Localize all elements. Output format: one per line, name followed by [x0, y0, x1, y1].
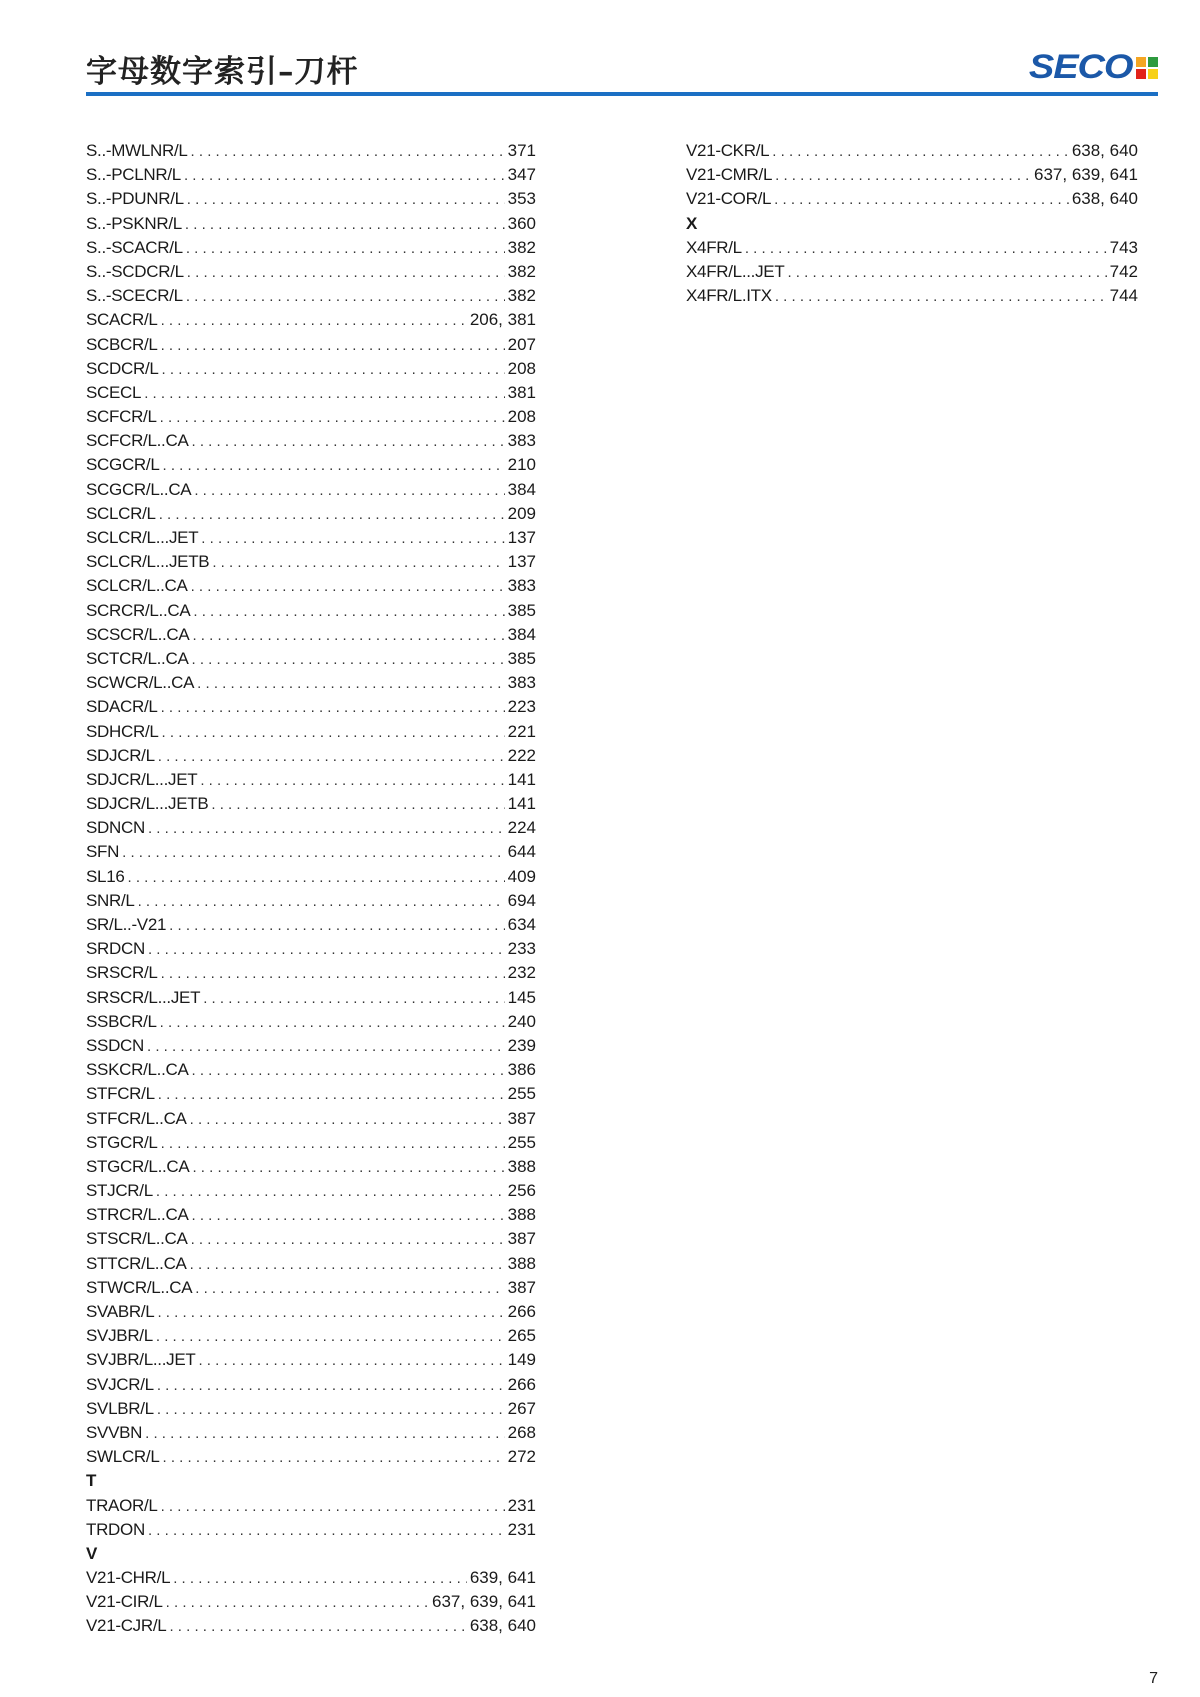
entry-code: SCLCR/L...JETB [86, 552, 210, 572]
index-entry [86, 236, 536, 260]
index-entry [86, 1494, 536, 1518]
index-entry [86, 913, 536, 937]
dot-leader [187, 188, 505, 212]
entry-code: STGCR/L [86, 1132, 158, 1152]
index-entry [86, 1179, 536, 1203]
entry-code: TRDON [86, 1519, 145, 1539]
dot-leader [144, 382, 504, 406]
dot-leader [162, 721, 505, 745]
dot-leader [775, 164, 1031, 188]
index-entry [86, 937, 536, 961]
index-entry [86, 865, 536, 889]
entry-code: SVJBR/L...JET [86, 1350, 196, 1370]
entry-page: 232 [507, 963, 536, 983]
dot-leader [745, 237, 1107, 261]
index-entry [86, 720, 536, 744]
entry-code: SL16 [86, 866, 125, 886]
entry-code: SNR/L [86, 890, 135, 910]
entry-page: 239 [507, 1035, 536, 1055]
entry-code: SCECL [86, 382, 142, 402]
entry-page: 265 [507, 1326, 536, 1346]
index-entry [86, 1155, 536, 1179]
index-entry [686, 163, 1138, 187]
dot-leader [161, 962, 505, 986]
entry-code: SCACR/L [86, 310, 158, 330]
entry-page: 385 [507, 648, 536, 668]
dot-leader [148, 938, 505, 962]
index-entry [86, 381, 536, 405]
entry-page: 384 [507, 624, 536, 644]
entry-page: 388 [507, 1156, 536, 1176]
dot-leader [194, 479, 504, 503]
entry-page: 383 [507, 431, 536, 451]
entry-code: SDJCR/L...JETB [86, 794, 209, 814]
index-entry [86, 574, 536, 598]
entry-code: X4FR/L.ITX [686, 286, 772, 306]
entry-page: 208 [507, 358, 536, 378]
dot-leader [203, 987, 504, 1011]
dot-leader [169, 1615, 466, 1639]
entry-code: SCDCR/L [86, 358, 159, 378]
entry-page: 638, 640 [1071, 189, 1138, 209]
entry-page: 210 [507, 455, 536, 475]
entry-code: SCWCR/L..CA [86, 673, 195, 693]
dot-leader [191, 575, 505, 599]
entry-page: 141 [507, 769, 536, 789]
dot-leader [148, 817, 505, 841]
index-entry [86, 1300, 536, 1324]
index-entry [86, 986, 536, 1010]
entry-code: SDJCR/L...JET [86, 769, 198, 789]
dot-leader [157, 1374, 505, 1398]
index-entry [86, 1252, 536, 1276]
dot-leader [162, 454, 504, 478]
entry-page: 255 [507, 1132, 536, 1152]
entry-code: V21-COR/L [686, 189, 772, 209]
index-column-left [86, 139, 536, 1639]
dot-leader [212, 551, 504, 575]
entry-page: 231 [507, 1519, 536, 1539]
dot-leader [787, 261, 1106, 285]
dot-leader [160, 1011, 505, 1035]
dot-leader [159, 503, 505, 527]
entry-code: X4FR/L [686, 237, 742, 257]
entry-code: V21-CKR/L [686, 141, 770, 160]
entry-code: SSKCR/L..CA [86, 1060, 189, 1080]
entry-code: SFN [86, 842, 120, 862]
index-entry [86, 260, 536, 284]
entry-page: 353 [507, 189, 536, 209]
entry-code: V21-CMR/L [686, 165, 773, 185]
entry-page: 638, 640 [469, 1616, 536, 1636]
dot-leader [156, 1325, 505, 1349]
index-entry [86, 647, 536, 671]
entry-page: 256 [507, 1181, 536, 1201]
entry-code: SCGCR/L..CA [86, 479, 192, 499]
index-entry [86, 550, 536, 574]
entry-page: 387 [507, 1277, 536, 1297]
entry-code: SSDCN [86, 1035, 145, 1055]
header-rule [86, 92, 1158, 96]
entry-code: SVJBR/L [86, 1326, 153, 1346]
entry-page: 224 [507, 818, 536, 838]
entry-page: 383 [507, 673, 536, 693]
index-entry [86, 1203, 536, 1227]
entry-code: SCRCR/L..CA [86, 600, 191, 620]
dot-leader [192, 430, 505, 454]
dot-leader [192, 624, 504, 648]
entry-page: 240 [507, 1011, 536, 1031]
entry-code: S..-PSKNR/L [86, 213, 182, 233]
index-entry [86, 1566, 536, 1590]
entry-code: SWLCR/L [86, 1447, 160, 1467]
dot-leader [184, 164, 505, 188]
entry-code: SRSCR/L [86, 963, 158, 983]
entry-page: 382 [507, 286, 536, 306]
entry-code: SCFCR/L..CA [86, 431, 189, 451]
entry-page: 371 [507, 141, 536, 160]
index-entry [86, 429, 536, 453]
entry-code: SVJCR/L [86, 1374, 154, 1394]
entry-page: 388 [507, 1253, 536, 1273]
dot-leader [128, 866, 505, 890]
entry-code: SR/L..-V21 [86, 915, 167, 934]
dot-leader [157, 1301, 504, 1325]
entry-page: 137 [507, 552, 536, 572]
entry-page: 268 [507, 1422, 536, 1442]
entry-page: 388 [507, 1205, 536, 1225]
dot-leader [211, 793, 504, 817]
page-header [86, 40, 1158, 98]
dot-leader [160, 406, 505, 430]
dot-leader [158, 1083, 505, 1107]
entry-page: 634 [507, 915, 536, 934]
dot-leader [173, 1567, 467, 1591]
dot-leader [186, 285, 505, 309]
entry-code: SVABR/L [86, 1302, 155, 1321]
index-entry [86, 1518, 536, 1542]
index-entry [86, 599, 536, 623]
entry-code: S..-PDUNR/L [86, 189, 184, 209]
index-entry [86, 1397, 536, 1421]
entry-page: 383 [507, 576, 536, 596]
index-entry [86, 1058, 536, 1082]
entry-page: 694 [507, 890, 536, 910]
index-entry [86, 840, 536, 864]
entry-code: S..-PCLNR/L [86, 165, 181, 185]
index-entry [86, 333, 536, 357]
dot-leader [185, 213, 505, 237]
index-entry [686, 187, 1138, 211]
entry-code: SSBCR/L [86, 1011, 157, 1031]
entry-code: SCGCR/L [86, 455, 160, 475]
entry-code: SRSCR/L...JET [86, 987, 201, 1007]
dot-leader [166, 1591, 429, 1615]
entry-page: 145 [507, 987, 536, 1007]
entry-page: 221 [507, 721, 536, 741]
dot-leader [145, 1422, 504, 1446]
dot-leader [192, 1156, 504, 1180]
entry-page: 137 [507, 528, 536, 547]
entry-code: TRAOR/L [86, 1495, 158, 1515]
entry-page: 743 [1109, 237, 1138, 257]
index-entry [86, 139, 536, 163]
entry-code: SCTCR/L..CA [86, 648, 189, 668]
entry-code: SCLCR/L...JET [86, 528, 199, 547]
dot-leader [156, 1180, 505, 1204]
index-entry [86, 1034, 536, 1058]
dot-leader [162, 358, 505, 382]
dot-leader [190, 1253, 505, 1277]
dot-leader [192, 1204, 505, 1228]
entry-page: 644 [507, 842, 536, 862]
index-entry [86, 792, 536, 816]
dot-leader [186, 237, 505, 261]
entry-code: SCLCR/L [86, 503, 156, 523]
entry-page: 637, 639, 641 [1034, 165, 1138, 185]
index-entry [86, 357, 536, 381]
entry-code: SCLCR/L..CA [86, 576, 188, 596]
dot-leader [775, 285, 1107, 309]
index-entry [86, 768, 536, 792]
index-entry [86, 1421, 536, 1445]
dot-leader [161, 696, 505, 720]
entry-code: S..-SCACR/L [86, 237, 183, 257]
dot-leader [169, 914, 504, 938]
index-entry [86, 889, 536, 913]
index-entry [86, 308, 536, 332]
index-entry [86, 671, 536, 695]
entry-page: 386 [507, 1060, 536, 1080]
entry-code: SCFCR/L [86, 407, 157, 427]
entry-code: SRDCN [86, 939, 145, 959]
index-entry [86, 1324, 536, 1348]
entry-page: 209 [507, 503, 536, 523]
entry-page: 639, 641 [469, 1568, 536, 1588]
dot-leader [201, 527, 504, 551]
index-entry [86, 695, 536, 719]
entry-code: SDACR/L [86, 697, 158, 717]
index-letter-heading: X [686, 213, 698, 233]
index-entry [86, 405, 536, 429]
dot-leader [161, 1495, 505, 1519]
entry-code: SDJCR/L [86, 745, 155, 765]
index-entry [686, 139, 1138, 163]
index-entry [86, 502, 536, 526]
index-entry [86, 1107, 536, 1131]
entry-page: 266 [507, 1302, 536, 1321]
index-entry [86, 1131, 536, 1155]
index-entry [86, 284, 536, 308]
entry-code: X4FR/L...JET [686, 261, 785, 281]
index-entry [86, 1227, 536, 1251]
index-entry [686, 236, 1138, 260]
dot-leader [195, 1277, 504, 1301]
entry-page: 223 [507, 697, 536, 717]
entry-code: STFCR/L [86, 1084, 155, 1104]
entry-code: STTCR/L..CA [86, 1253, 187, 1273]
page-number: 7 [1149, 1670, 1158, 1687]
dot-leader [147, 1035, 505, 1059]
entry-code: S..-MWLNR/L [86, 141, 188, 160]
logo-text: SECO [1028, 48, 1132, 86]
index-entry [86, 187, 536, 211]
entry-page: 387 [507, 1108, 536, 1128]
index-entry [86, 526, 536, 550]
entry-page: 742 [1109, 261, 1138, 281]
entry-code: SCSCR/L..CA [86, 624, 190, 644]
entry-page: 207 [507, 334, 536, 354]
index-entry [86, 744, 536, 768]
entry-page: 266 [507, 1374, 536, 1394]
dot-leader [161, 309, 467, 333]
entry-page: 208 [507, 407, 536, 427]
dot-leader [190, 1108, 505, 1132]
entry-page: 272 [507, 1447, 536, 1467]
dot-leader [187, 261, 505, 285]
entry-page: 638, 640 [1071, 141, 1138, 160]
entry-code: SDHCR/L [86, 721, 159, 741]
dot-leader [191, 1228, 505, 1252]
dot-leader [774, 188, 1069, 212]
entry-code: SVLBR/L [86, 1398, 154, 1418]
dot-leader [197, 672, 504, 696]
dot-leader [161, 1132, 505, 1156]
index-entry [86, 1614, 536, 1638]
entry-code: STRCR/L..CA [86, 1205, 189, 1225]
index-entry [86, 816, 536, 840]
seco-logo [1028, 48, 1158, 87]
index-entry [686, 260, 1138, 284]
entry-page: 382 [507, 237, 536, 257]
entry-code: STWCR/L..CA [86, 1277, 193, 1297]
index-letter-heading: T [86, 1471, 97, 1491]
entry-page: 233 [507, 939, 536, 959]
entry-page: 382 [507, 261, 536, 281]
dot-leader [122, 841, 505, 865]
dot-leader [193, 600, 504, 624]
index-entry [686, 284, 1138, 308]
entry-code: STGCR/L..CA [86, 1156, 190, 1176]
index-entry [86, 623, 536, 647]
entry-page: 149 [507, 1350, 536, 1370]
entry-code: SVVBN [86, 1422, 143, 1442]
dot-leader [161, 334, 505, 358]
entry-code: V21-CIR/L [86, 1592, 163, 1612]
dot-leader [157, 1398, 505, 1422]
entry-code: S..-SCDCR/L [86, 261, 184, 281]
index-column-right [686, 139, 1138, 308]
entry-page: 222 [507, 745, 536, 765]
index-entry [86, 453, 536, 477]
dot-leader [192, 1059, 505, 1083]
entry-code: STJCR/L [86, 1181, 153, 1201]
page-title: 字母数字索引–刀杆 [86, 54, 359, 90]
dot-leader [138, 890, 505, 914]
entry-page: 141 [507, 794, 536, 814]
entry-page: 384 [507, 479, 536, 499]
dot-leader [158, 745, 505, 769]
dot-leader [192, 648, 505, 672]
entry-code: SDNCN [86, 818, 145, 838]
index-entry [86, 1276, 536, 1300]
entry-page: 744 [1109, 286, 1138, 306]
entry-code: V21-CJR/L [86, 1616, 167, 1636]
index-entry [86, 478, 536, 502]
entry-code: STFCR/L..CA [86, 1108, 187, 1128]
index-entry [86, 961, 536, 985]
index-entry [86, 212, 536, 236]
entry-page: 385 [507, 600, 536, 620]
index-entry [86, 1590, 536, 1614]
index-letter-heading: V [86, 1543, 98, 1563]
index-entry [86, 1082, 536, 1106]
dot-leader [198, 1349, 504, 1373]
index-entry [86, 1010, 536, 1034]
entry-page: 409 [507, 866, 536, 886]
index-entry [86, 1348, 536, 1372]
entry-page: 360 [507, 213, 536, 233]
entry-page: 637, 639, 641 [432, 1592, 536, 1612]
entry-page: 381 [507, 382, 536, 402]
entry-page: 231 [507, 1495, 536, 1515]
dot-leader [772, 140, 1069, 164]
entry-code: S..-SCECR/L [86, 286, 183, 306]
entry-code: STSCR/L..CA [86, 1229, 188, 1249]
entry-page: 387 [507, 1229, 536, 1249]
dot-leader [200, 769, 504, 793]
dot-leader [162, 1446, 504, 1470]
dot-leader [148, 1519, 505, 1543]
entry-page: 347 [507, 165, 536, 185]
entry-page: 255 [507, 1084, 536, 1104]
entry-page: 267 [507, 1398, 536, 1418]
entry-code: SCBCR/L [86, 334, 158, 354]
index-entry [86, 1373, 536, 1397]
dot-leader [191, 140, 505, 164]
index-entry [86, 1445, 536, 1469]
logo-mark-icon [1136, 57, 1158, 79]
index-entry [86, 163, 536, 187]
entry-code: V21-CHR/L [86, 1568, 171, 1588]
entry-page: 206, 381 [469, 310, 536, 330]
